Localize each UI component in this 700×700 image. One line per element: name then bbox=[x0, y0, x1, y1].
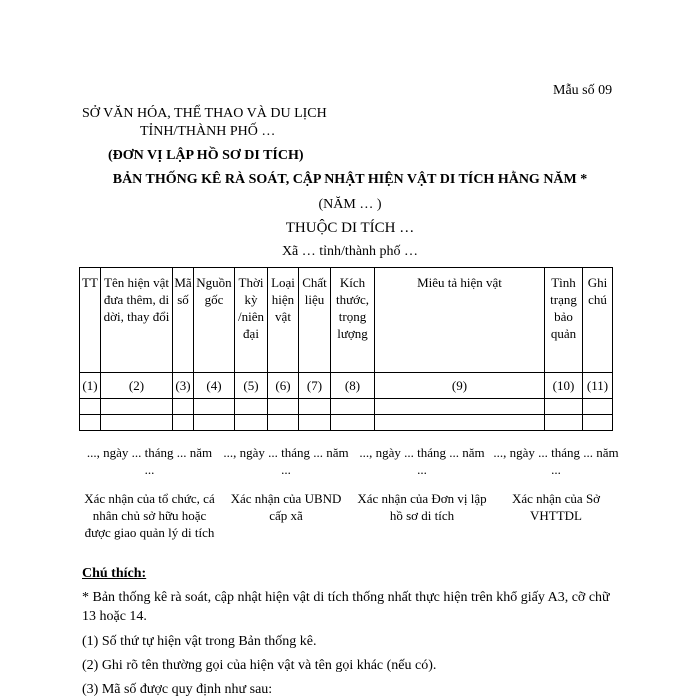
signature-date: ..., ngày ... tháng ... năm ... bbox=[86, 445, 213, 477]
number-cell: (5) bbox=[235, 373, 268, 399]
document-title: BẢN THỐNG KÊ RÀ SOÁT, CẬP NHẬT HIỆN VẬT DI TÍCH HẰNG NĂM * bbox=[112, 172, 588, 187]
department-name: SỞ VĂN HÓA, THỂ THAO VÀ DU LỊCH bbox=[82, 106, 327, 121]
signature-confirm: Xác nhận của Đơn vị lập hồ sơ di tích bbox=[357, 491, 487, 523]
header-cell: Nguồn gốc bbox=[194, 268, 235, 373]
header-row bbox=[80, 268, 613, 373]
number-cell: (10) bbox=[545, 373, 583, 399]
signature-confirm: Xác nhận của tổ chức, cá nhân chủ sở hữu hoặc được giao quản lý di tích bbox=[84, 491, 215, 540]
notes-heading: Chú thích: bbox=[82, 566, 147, 581]
number-cell: (9) bbox=[375, 373, 545, 399]
document-year: (NĂM … ) bbox=[318, 197, 382, 212]
table-row bbox=[80, 399, 613, 415]
signature-block-unit bbox=[356, 444, 488, 524]
note-item: (1) Số thứ tự hiện vật trong Bản thống kê. bbox=[82, 634, 317, 649]
number-cell: (8) bbox=[331, 373, 375, 399]
header-cell: TT bbox=[80, 268, 101, 373]
header-cell: Mã số bbox=[173, 268, 194, 373]
note-item: (3) Mã số được quy định như sau: bbox=[82, 682, 273, 697]
signature-date: ..., ngày ... tháng ... năm ... bbox=[359, 445, 485, 477]
number-cell: (2) bbox=[101, 373, 173, 399]
unit-name: (ĐƠN VỊ LẬP HỒ SƠ DI TÍCH) bbox=[108, 148, 304, 163]
signature-date: ..., ngày ... tháng ... năm ... bbox=[493, 445, 619, 477]
signature-confirm: Xác nhận của Sở VHTTDL bbox=[511, 491, 601, 523]
header-cell: Tình trạng bảo quản bbox=[545, 268, 583, 373]
number-cell: (6) bbox=[268, 373, 299, 399]
commune-line: Xã … tỉnh/thành phố … bbox=[281, 244, 419, 259]
signature-block-commune bbox=[220, 444, 352, 524]
relic-name: THUỘC DI TÍCH … bbox=[285, 220, 415, 236]
number-cell: (3) bbox=[173, 373, 194, 399]
note-item: (2) Ghi rõ tên thường gọi của hiện vật và tên gọi khác (nếu có). bbox=[82, 658, 437, 673]
signature-block-department bbox=[490, 444, 622, 524]
header-cell: Ghi chú bbox=[583, 268, 613, 373]
header-cell: Kích thước, trọng lượng bbox=[331, 268, 375, 373]
header-cell: Tên hiện vật đưa thêm, di dời, thay đổi bbox=[101, 268, 173, 373]
header-cell: Chất liệu bbox=[299, 268, 331, 373]
number-cell: (7) bbox=[299, 373, 331, 399]
inventory-table bbox=[79, 267, 613, 431]
province-name: TỈNH/THÀNH PHỐ … bbox=[140, 124, 276, 139]
form-number: Mẫu số 09 bbox=[553, 83, 613, 98]
header-cell: Loại hiện vật bbox=[268, 268, 299, 373]
header-cell: Miêu tả hiện vật bbox=[375, 268, 545, 373]
number-cell: (1) bbox=[80, 373, 101, 399]
number-cell: (11) bbox=[583, 373, 613, 399]
note-item: * Bản thống kê rà soát, cập nhật hiện vật di tích thống nhất thực hiện trên khổ giấy A3, cỡ chữ 13 hoặc 14. bbox=[82, 590, 610, 624]
header-cell: Thời kỳ /niên đại bbox=[235, 268, 268, 373]
signature-block-owner bbox=[82, 444, 217, 541]
number-cell: (4) bbox=[194, 373, 235, 399]
signature-confirm: Xác nhận của UBND cấp xã bbox=[230, 491, 342, 523]
signature-date: ..., ngày ... tháng ... năm ... bbox=[223, 445, 349, 477]
table-row bbox=[80, 415, 613, 431]
column-number-row bbox=[80, 373, 613, 399]
